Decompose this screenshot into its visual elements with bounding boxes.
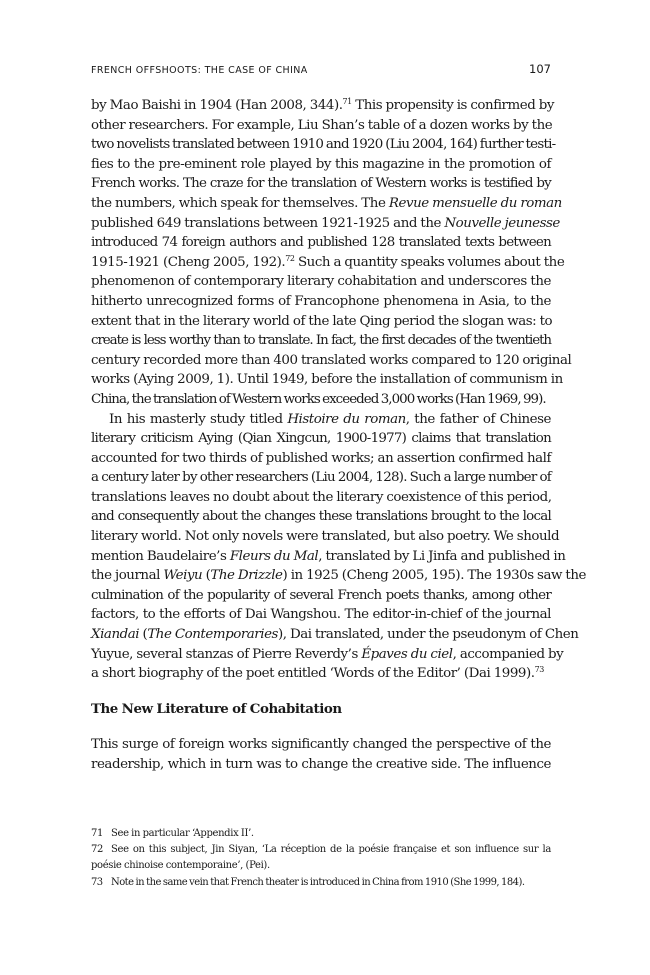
paragraph-1	[91, 96, 572, 410]
book-title: Histoire du roman	[287, 411, 406, 427]
text-line: literary world. Not only novels were translated, but also poetry. We should	[91, 529, 560, 545]
footnote-73: 73 Note in the same vein that French theater is introduced in China from 1910 (She 1999, 184).	[91, 875, 551, 891]
text-line: other researchers. For example, Liu Shan’s table of a dozen works by the	[91, 117, 553, 133]
journal-title: Xiandai	[91, 627, 140, 643]
text-line: mention Baudelaire’s Fleurs du Mal, translated by Li Jinfa and published in	[91, 548, 566, 564]
text-line: and consequently about the changes these translations brought to the local	[91, 509, 551, 525]
footnote-72-continued: poésie chinoise contemporaine’, (Pei).	[91, 860, 270, 872]
text-line: Xiandai (The Contemporaries), Dai translated, under the pseudonym of Chen	[91, 627, 579, 643]
text-line: the journal Weiyu (The Drizzle) in 1925 (Cheng 2005, 195). The 1930s saw the	[91, 568, 586, 584]
text-line: two novelists translated between 1910 and 1920 (Liu 2004, 164) further testi-	[91, 137, 556, 153]
page-number: 107	[529, 62, 551, 76]
body-text	[91, 96, 586, 775]
footnote-number: 72	[91, 844, 104, 856]
text-line: a century later by other researchers (Liu 2004, 128). Such a large number of	[91, 470, 551, 486]
journal-title: Weiyu	[163, 568, 203, 584]
running-title: FRENCH OFFSHOOTS: THE CASE OF CHINA	[91, 65, 308, 76]
text-line: phenomenon of contemporary literary cohabitation and underscores the	[91, 274, 551, 290]
paragraph-3	[91, 735, 551, 774]
text-line: translations leaves no doubt about the literary coexistence of this period,	[91, 489, 552, 505]
journal-title-translation: The Drizzle	[210, 568, 283, 584]
footnote-ref-72[interactable]: 72	[285, 253, 295, 263]
paragraph-2	[91, 410, 586, 684]
text-line: culmination of the popularity of several French poets thanks, among other	[91, 587, 551, 603]
footnote-71: 71 See in particular ‘Appendix II’.	[91, 826, 551, 842]
text-line: works (Aying 2009, 1). Until 1949, before the installation of communism in	[91, 372, 563, 388]
text-line: by Mao Baishi in 1904 (Han 2008, 344).$^{71}$ This propensity is confirmed by	[91, 97, 554, 113]
footnote-number: 73	[91, 876, 103, 888]
text-line: the numbers, which speak for themselves. The Revue mensuelle du roman	[91, 195, 562, 211]
text-line: 1915-1921 (Cheng 2005, 192).$^{72}$ Such a quantity speaks volumes about the	[91, 253, 565, 270]
text-line: French works. The craze for the translation of Western works is testified by	[91, 176, 551, 192]
text-line: China, the translation of Western works exceeded 3,000 works (Han 1969, 99).	[91, 391, 546, 407]
text-line: factors, to the efforts of Dai Wangshou. The editor-in-chief of the journal	[91, 607, 551, 623]
text-line: century recorded more than 400 translated works compared to 120 original	[91, 352, 572, 368]
text-line: create is less worthy than to translate. In fact, the first decades of the twentieth	[91, 333, 551, 349]
text-line: This surge of foreign works significantly changed the perspective of the	[91, 737, 551, 753]
text-line: Yuyue, several stanzas of Pierre Reverdy’s Épaves du ciel, accompanied by	[91, 646, 564, 662]
text-line: hitherto unrecognized forms of Francophone phenomena in Asia, to the	[91, 293, 551, 309]
book-title: Épaves du ciel	[361, 646, 453, 662]
running-header	[91, 62, 551, 76]
text-line: extent that in the literary world of the late Qing period the slogan was: to	[91, 313, 553, 329]
footnote-number: 71	[91, 828, 104, 839]
text-line: literary criticism Aying (Qian Xingcun, 1900-1977) claims that translation	[91, 431, 551, 447]
book-title: Fleurs du Mal	[229, 548, 319, 564]
text-line: a short biography of the poet entitled ‘Words of the Editor’ (Dai 1999).$^{73}$	[91, 665, 544, 682]
journal-title: Nouvelle jeunesse	[444, 215, 560, 231]
text-line: published 649 translations between 1921-1925 and the Nouvelle jeunesse	[91, 215, 560, 231]
footnote-ref-73[interactable]: 73	[534, 665, 544, 675]
text-line: readership, which in turn was to change the creative side. The influence	[91, 757, 551, 772]
text-line: In his masterly study titled Histoire du roman, the father of Chinese	[109, 411, 551, 427]
text-line: fies to the pre-eminent role played by this magazine in the promotion of	[91, 156, 551, 172]
footnote-ref-71[interactable]: 71	[342, 97, 352, 106]
text-line: accounted for two thirds of published works; an assertion confirmed half	[91, 450, 551, 466]
journal-title: Revue mensuelle du roman	[388, 195, 562, 211]
text-line: introduced 74 foreign authors and published 128 translated texts between	[91, 235, 551, 251]
footnote-72: 72 See on this subject, Jin Siyan, ‘La réception de la poésie française et son influence sur la	[91, 842, 551, 858]
section-heading: The New Literature of Cohabitation	[91, 700, 342, 717]
journal-title-translation: The Contemporaries	[147, 627, 278, 643]
footnotes	[91, 826, 551, 891]
